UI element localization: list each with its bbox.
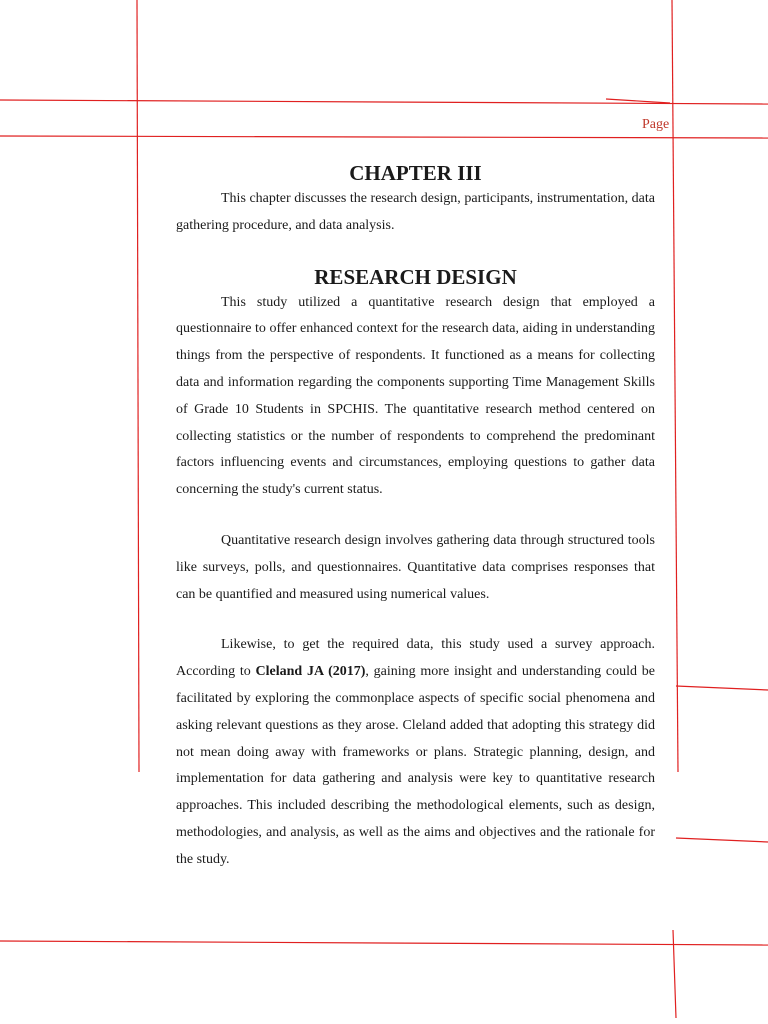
document-body [176,160,655,874]
paragraph-3-text-after: , gaining more insight and understanding could be facilitated by exploring the commonplace aspects of specific social phenomena and asking relevant questions as they arose. Cleland added that adopting this strategy did not mean doing away with frameworks or plans. Strategic planning, design, and implementation for data gathering and analysis were key to quantitative research approaches. This included describing the methodological elements, such as design, methodologies, and analysis, as well as the aims and objectives and the rationale for the study. [176,664,655,867]
guide-horizontal-tick [606,99,670,103]
section-heading: RESEARCH DESIGN [314,264,517,289]
guide-horizontal-top [0,100,768,104]
guide-vertical-right [672,0,678,772]
research-design-paragraph-3 [176,632,655,873]
intro-paragraph: This chapter discusses the research design, participants, instrumentation, data gathering procedure, and data analysis. [176,191,655,233]
page-number-label: Page [642,117,670,132]
research-design-paragraph-2: Quantitative research design involves gathering data through structured tools like surveys, polls, and questionnaires. Quantitative data comprises responses that can be quantified and measured using numerical values. [176,532,655,602]
guide-horizontal-lower-right [676,838,768,842]
guide-vertical-left [137,0,139,772]
guide-horizontal-mid-right [676,686,768,690]
guide-vertical-right-lower [673,930,676,1018]
guide-horizontal-header [0,136,768,138]
research-design-paragraph-1: This study utilized a quantitative research design that employed a questionnaire to offer enhanced context for the research data, aiding in understanding things from the perspective of respondents. It functioned as a means for collecting data and information regarding the components supporting Time Management Skills of Grade 10 Students in SPCHIS. The quantitative research method centered on collecting statistics or the number of respondents to comprehend the predominant factors influencing events and circumstances, employing questions to gather data concerning the study's current status. [176,294,655,498]
guide-horizontal-bottom [0,941,768,945]
paragraph-3-text-before: Likewise, to get the required data, this study used a survey approach. According to [176,637,655,680]
chapter-heading: CHAPTER III [349,161,482,185]
citation-cleland: Cleland JA (2017) [255,664,366,680]
